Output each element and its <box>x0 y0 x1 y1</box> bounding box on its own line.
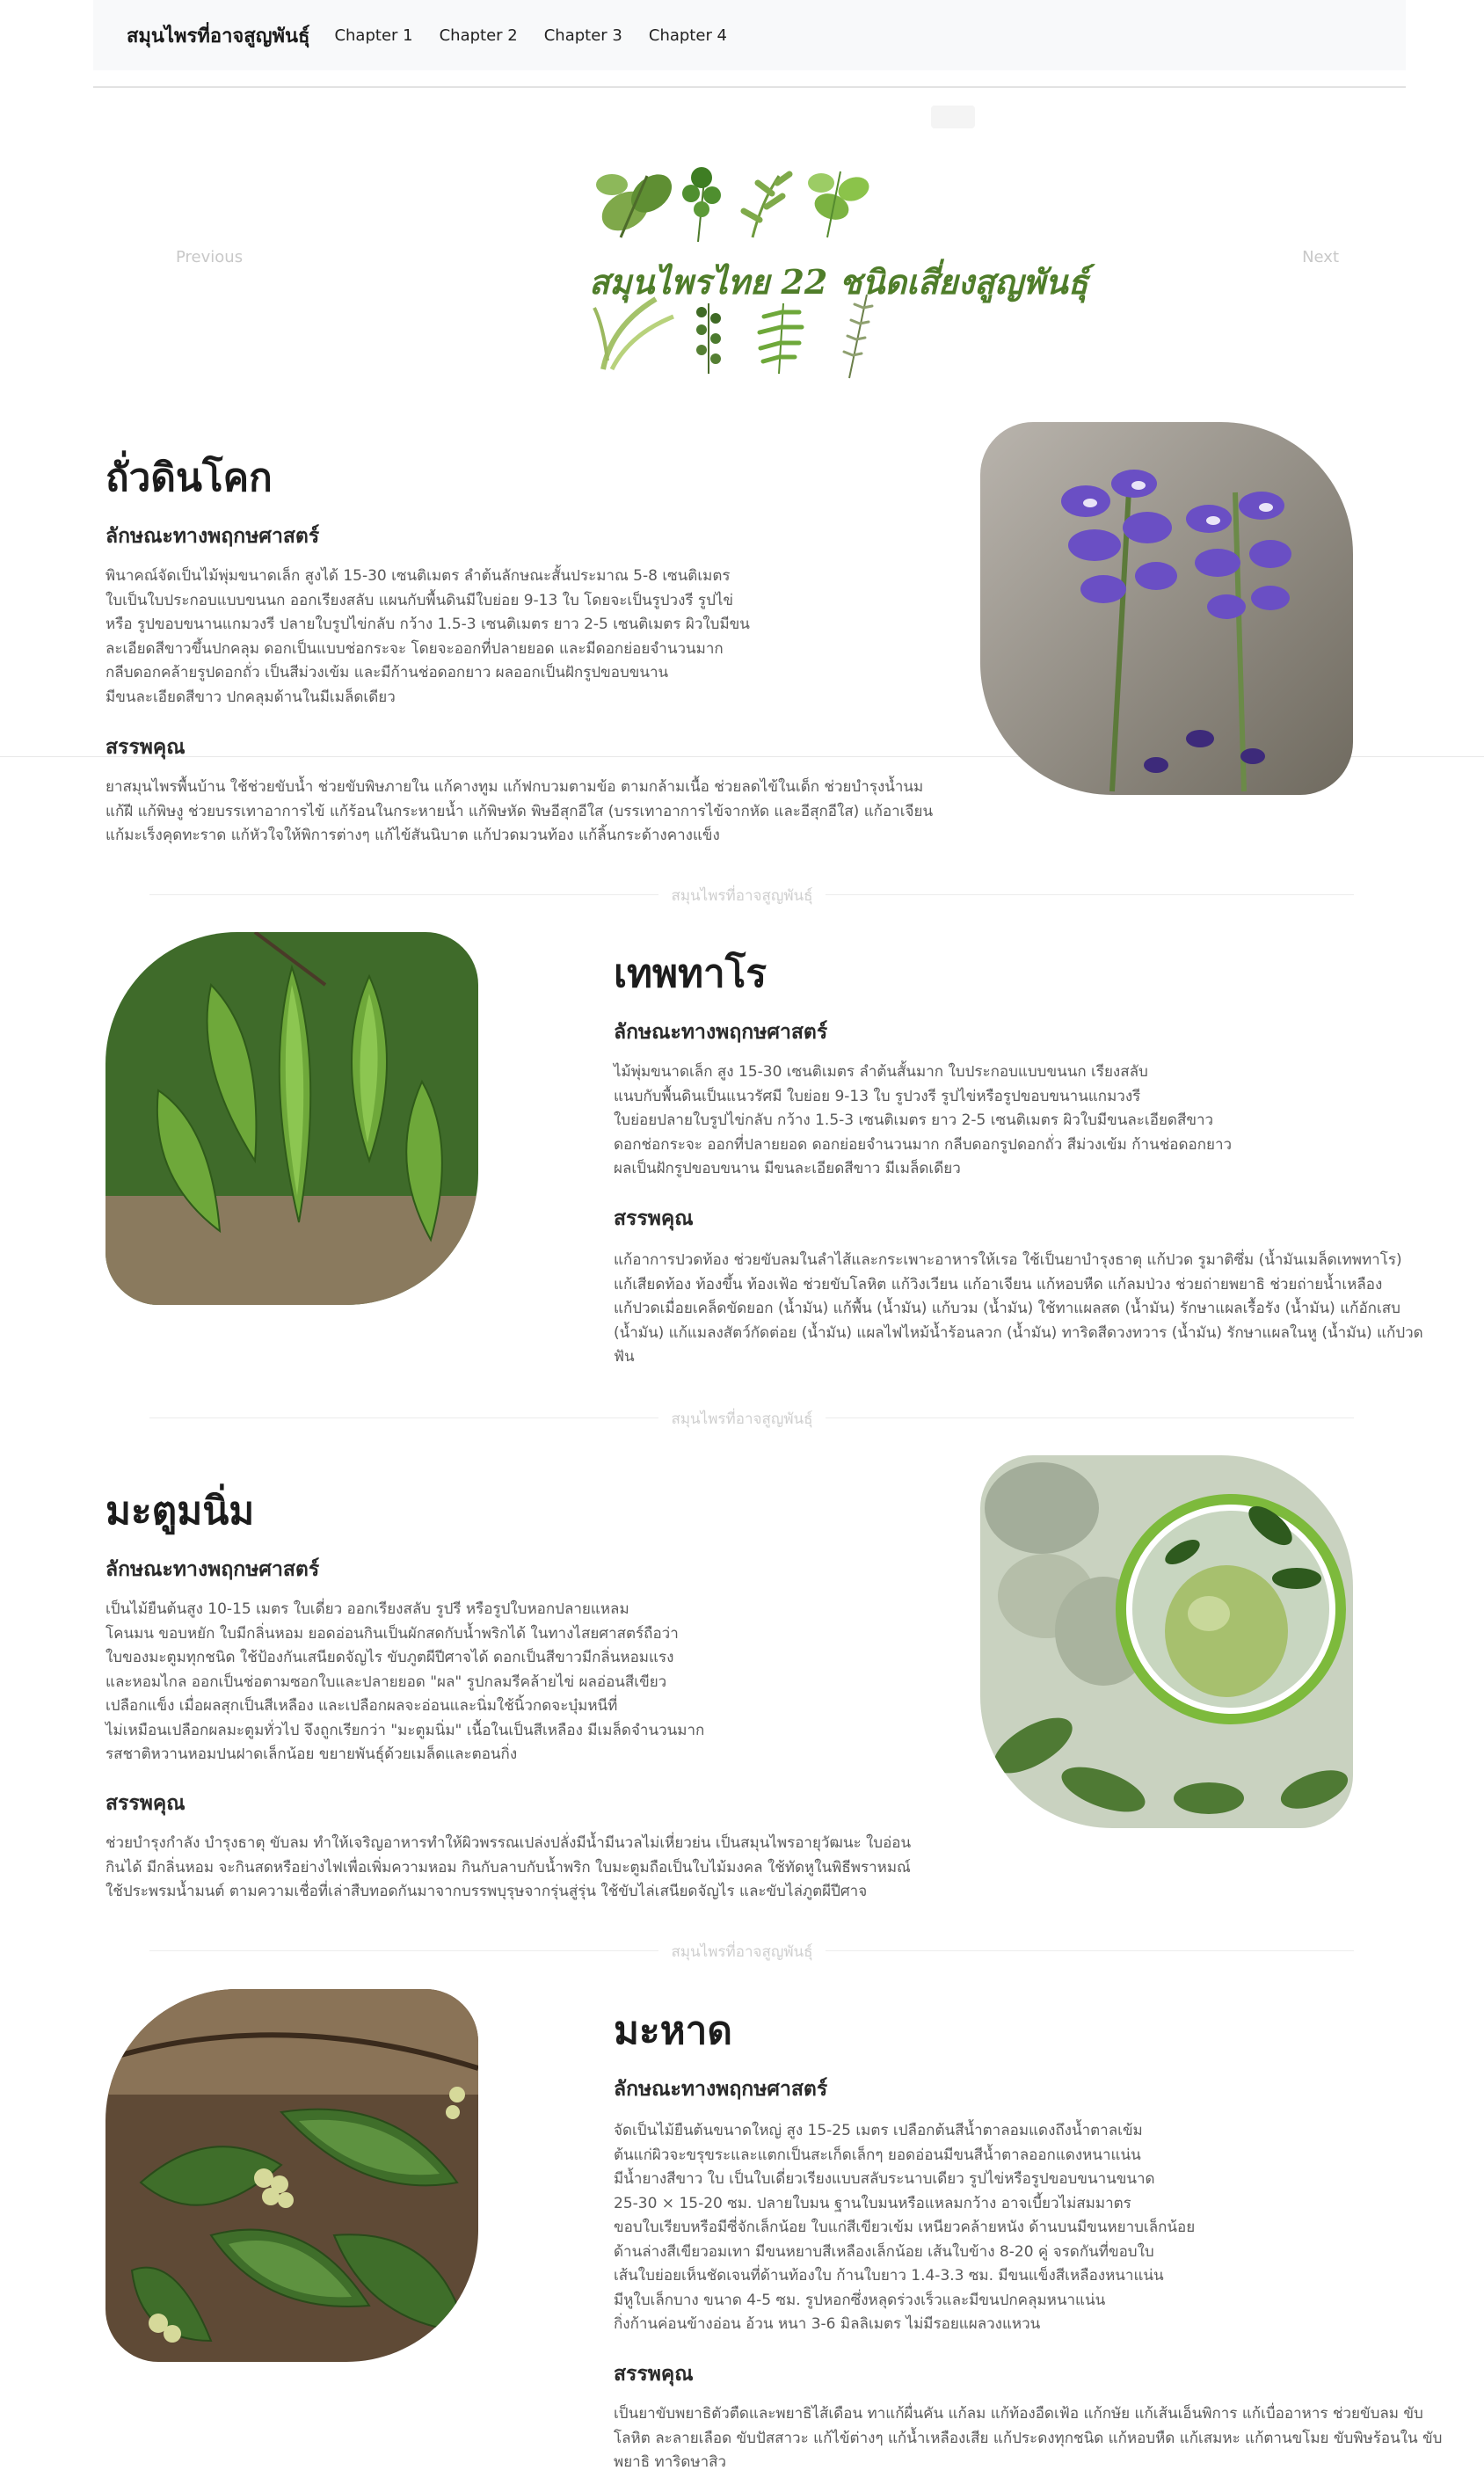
properties-heading: สรรพคุณ <box>105 736 186 759</box>
arugula-illustration-icon <box>744 174 789 237</box>
text-line: ดอกช่อกระจะ ออกที่ปลายยอด ดอกย่อยจำนวนมาก กลีบดอกรูปดอกถั่ว สีม่วงเข้ม ก้านช่อดอกยาว <box>614 1135 1233 1154</box>
herb-section-4 <box>0 1989 1484 2481</box>
divider-text: สมุนไพรที่อาจสูญพันธุ์ <box>658 887 825 905</box>
fern-illustration-icon <box>760 303 802 374</box>
text-line: ช่วยบำรุงกำลัง บำรุงธาตุ ขับลม ทำให้เจริญอาหารทำให้ผิวพรรณเปล่งปลั่งมีน้ำมีนวลไม่เหี่ยวย่น เป็นสมุนไพรอายุวัฒนะ ใบอ่อน <box>105 1834 912 1852</box>
text-line: โคนมน ขอบหยัก ใบมีกลิ่นหอม ยอดอ่อนกินเป็นผักสดกับน้ำพริกได้ ในทางไสยศาสตร์ถือว่า <box>105 1624 679 1643</box>
nav-link-chapter-2[interactable]: Chapter 2 <box>439 26 518 45</box>
carousel-prev-button[interactable]: Previous <box>176 248 244 266</box>
divider-text: สมุนไพรที่อาจสูญพันธุ์ <box>658 1943 825 1961</box>
botany-heading: ลักษณะทางพฤกษศาสตร์ <box>614 1021 828 1044</box>
text-line: ใบย่อยปลายใบรูปไข่กลับ กว้าง 1.5-3 เซนติเมตร ยาว 2-5 เซนติเมตร ผิวใบมีขนละเอียดสีขาว <box>614 1111 1214 1129</box>
herb-section-1 <box>0 422 1484 897</box>
text-line: โลหิต ละลายเลือด ขับปัสสาวะ แก้ไข้ต่างๆ แก้น้ำเหลืองเสีย แก้ประดงทุกชนิด แก้หอบหืด แก้เสมหะ แก้ตานขโมย ขับพิษร้อนใน ขับ <box>614 2429 1443 2447</box>
text-line: ใบเป็นใบประกอบแบบขนนก ออกเรียงสลับ แผนกับพื้นดินมีใบย่อย 9-13 ใบ โดยจะเป็นรูปวงรี รูปไข่ <box>105 591 734 609</box>
navbar-divider <box>93 86 1406 88</box>
text-line: แก้ฝี แก้พิษงู ช่วยบรรเทาอาการไข้ แก้ร้อนในกระหายน้ำ แก้พิษหัด พิษอีสุกอีใส (บรรเทาอาการไข้จากหัด และอีสุกอีใส) แก้อาเจียน <box>105 802 934 820</box>
text-line: มีน้ำยางสีขาว ใบ เป็นใบเดี่ยวเรียงแบบสลับระนาบเดียว รูปไข่หรือรูปขอบขนานขนาด <box>614 2170 1155 2188</box>
herb-title: ถั่วดินโคก <box>105 455 273 500</box>
divider-label <box>0 1940 1484 1964</box>
text-line: แก้ปวดเมื่อยเคล็ดขัดยอก (น้ำมัน) แก้พื้น (น้ำมัน) แก้บวม (น้ำมัน) ใช้ทาแผลสด (น้ำมัน) รักษาแผลเรื้อรัง (น้ำมัน) แก้อักเสบ <box>614 1300 1400 1317</box>
properties-text <box>614 1249 1458 1370</box>
text-line: ยาสมุนไพรพื้นบ้าน ใช้ช่วยขับน้ำ ช่วยขับพิษภายใน แก้คางทูม แก้ฟกบวมตามข้อ ตามกล้ามเนื้อ ช่วยลดไข้ในเด็ก ช่วยบำรุงน้ำนม <box>105 778 924 796</box>
text-line: ใช้ประพรมน้ำมนต์ ตามความเชื่อที่เล่าสืบทอดกันมาจากบรรพบุรุษจากรุ่นสู่รุ่น ใช้ขับไล่เสนียดจัญไร และขับไล่ภูตผีปีศาจ <box>105 1883 868 1900</box>
divider-label <box>0 1407 1484 1431</box>
herb-title: มะหาด <box>614 2008 732 2053</box>
mint-illustration-icon <box>808 171 872 237</box>
text-line: หรือ รูปขอบขนานแกมวงรี ปลายใบรูปไข่กลับ กว้าง 1.5-3 เซนติเมตร ยาว 2-5 เซนติเมตร ผิวใบมีขน <box>105 616 750 633</box>
text-line: มีหูใบเล็กบาง ขนาด 4-5 ซม. รูปหอกซึ่งหลุดร่วงเร็วและมีขนปกคลุมหนาแน่น <box>614 2291 1106 2309</box>
text-line: ละเอียดสีขาวขึ้นปกคลุม ดอกเป็นแบบช่อกระจะ โดยจะออกที่ปลายยอด และมีดอกย่อยจำนวนมาก <box>105 639 724 658</box>
carousel-next-button[interactable]: Next <box>1302 248 1339 266</box>
text-line: (น้ำมัน) แก้แมลงสัตว์กัดต่อย (น้ำมัน) แผลไฟไหม้น้ำร้อนลวก (น้ำมัน) ทาริดสีดวงทวาร (น้ำมัน) รักษาแผลในหู (น้ำมัน) แก้ปวด <box>614 1323 1423 1342</box>
text-line: เปลือกแข็ง เมื่อผลสุกเป็นสีเหลือง และเปลือกผลจะอ่อนและนิ่มใช้นิ้วกดจะบุ๋มหนีที่ <box>105 1697 618 1715</box>
text-line: ไม่เหมือนเปลือกผลมะตูมทั่วไป จึงถูกเรียกว่า "มะตูมนิ่ม" เนื้อในเป็นสีเหลือง มีเมล็ดจำนวนมาก <box>105 1721 705 1739</box>
text-line: แนบกับพื้นดินเป็นแนวรัศมี ใบย่อย 9-13 ใบ รูปวงรี รูปไข่หรือรูปขอบขนานแกมวงรี <box>614 1087 1141 1105</box>
navbar-brand[interactable]: สมุนไพรที่อาจสูญพันธุ์ <box>127 25 310 47</box>
botany-text <box>614 1060 1370 1182</box>
text-line: เส้นใบย่อยเห็นชัดเจนที่ด้านท้องใบ ก้านใบยาว 1.4-3.3 ซม. มีขนแข็งสีเหลืองหนาแน่น <box>614 2267 1164 2285</box>
herb-photo-leaves <box>105 932 478 1305</box>
properties-text <box>614 2402 1458 2475</box>
divider-text: สมุนไพรที่อาจสูญพันธุ์ <box>658 1410 825 1428</box>
text-line: และหอมไกล ออกเป็นช่อตามซอกใบและปลายยอด "ผล" รูปกลมรีคล้ายไข่ ผลอ่อนสีเขียว <box>105 1672 667 1691</box>
thyme-illustration-icon <box>696 303 721 374</box>
properties-heading: สรรพคุณ <box>614 2363 694 2386</box>
nav-link-chapter-1[interactable]: Chapter 1 <box>334 26 413 45</box>
text-line: รสชาติหวานหอมปนฝาดเล็กน้อย ขยายพันธุ์ด้วยเมล็ดและตอนกิ่ง <box>105 1745 518 1763</box>
properties-text <box>105 1832 1073 1905</box>
text-line: ผลเป็นฝักรูปขอบขนาน มีขนละเอียดสีขาว มีเมล็ดเดียว <box>614 1160 961 1177</box>
carousel-indicator[interactable] <box>931 106 975 128</box>
text-line: แก้อาการปวดท้อง ช่วยขับลมในลำไส้และกระเพาะอาหารให้เรอ ใช้เป็นยาบำรุงธาตุ แก้ปวด รูมาติซึ่ม (น้ำมันเมล็ดเทพทาโร) <box>614 1251 1402 1269</box>
herb-title: มะตูมนิ่ม <box>105 1489 255 1534</box>
text-line: เป็นยาขับพยาธิตัวตืดและพยาธิไส้เดือน ทาแก้ผื่นคัน แก้ลม แก้ท้องอืดเฟ้อ แก้กษัย แก้เส้นเอ็นพิการ แก้เบื่ออาหาร ช่วยขับลม ขับ <box>614 2405 1423 2423</box>
herb-photo-branch <box>105 1989 478 2362</box>
botany-heading: ลักษณะทางพฤกษศาสตร์ <box>105 525 320 548</box>
text-line: มีขนละเอียดสีขาว ปกคลุมด้านในมีเมล็ดเดียว <box>105 688 396 706</box>
herb-photo-fruit <box>980 1455 1353 1828</box>
botany-heading: ลักษณะทางพฤกษศาสตร์ <box>614 2078 828 2101</box>
botany-text <box>105 1598 791 1767</box>
properties-text <box>105 776 1055 849</box>
text-line: เป็นไม้ยืนต้นสูง 10-15 เมตร ใบเดี่ยว ออกเรียงสลับ รูปรี หรือรูปใบหอกปลายแหลม <box>105 1600 629 1618</box>
text-line: ขอบใบเรียบหรือมีซี่จักเล็กน้อย ใบแก่สีเขียวเข้ม เหนียวคล้ายหนัง ด้านบนมีขนหยาบเล็กน้อย <box>614 2219 1196 2236</box>
text-line: พยาธิ ทาริดษาสิว <box>614 2453 727 2471</box>
text-line: กินได้ มีกลิ่นหอม จะกินสดหรือย่างไฟเพื่อเพิ่มความหอม กินกับลาบกับน้ำพริก ใบมะตูมถือเป็นใบไม้มงคล ใช้ทัดหูในพิธีพราหมณ์ <box>105 1858 911 1877</box>
herb-section-2 <box>0 932 1484 1389</box>
nav-link-chapter-4[interactable]: Chapter 4 <box>648 26 728 45</box>
text-line: ต้นแก่ผิวจะขรุขระและแตกเป็นสะเก็ดเล็กๆ ยอดอ่อนมีขนสีน้ำตาลออกแดงหนาแน่น <box>614 2146 1141 2164</box>
text-line: แก้มะเร็งคุดทะราด แก้หัวใจให้พิการต่างๆ แก้ไข้สันนิบาต แก้ปวดมวนท้อง แก้ลิ้นกระด้างคางแข็ง <box>105 827 720 844</box>
banner-title: สมุนไพรไทย 22 ชนิดเสี่ยงสูญพันธุ์ <box>589 262 1088 302</box>
text-line: ฟัน <box>614 1348 635 1366</box>
herb-photo-flowers <box>980 422 1353 795</box>
nav-link-chapter-3[interactable]: Chapter 3 <box>543 26 622 45</box>
botany-text <box>614 2119 1370 2337</box>
banner-image <box>480 132 1095 387</box>
herb-title: เทพทาโร <box>614 951 767 996</box>
herb-section-3 <box>0 1455 1484 1930</box>
divider-label <box>0 884 1484 907</box>
text-line: 25-30 × 15-20 ซม. ปลายใบมน ฐานใบมนหรือแหลมกว้าง อาจเบี้ยวไม่สมมาตร <box>614 2194 1131 2212</box>
text-line: กิ่งก้านค่อนข้างอ่อน อ้วน หนา 3-6 มิลลิเมตร ไม่มีรอยแผลวงแหวน <box>614 2315 1041 2333</box>
text-line: พินาคณ์จัดเป็นไม้พุ่มขนาดเล็ก สูงได้ 15-30 เซนติเมตร ลำต้นลักษณะสั้นประมาณ 5-8 เซนติเมตร <box>105 567 731 585</box>
basil-illustration-icon <box>595 166 680 238</box>
text-line: จัดเป็นไม้ยืนต้นขนาดใหญ่ สูง 15-25 เมตร เปลือกต้นสีน้ำตาลอมแดงถึงน้ำตาลเข้ม <box>614 2122 1143 2139</box>
text-line: ไม้พุ่มขนาดเล็ก สูง 15-30 เซนติเมตร ลำต้นสั้นมาก ใบประกอบแบบขนนก เรียงสลับ <box>614 1063 1148 1081</box>
botany-heading: ลักษณะทางพฤกษศาสตร์ <box>105 1558 320 1581</box>
text-line: กลีบดอกคล้ายรูปดอกถั่ว เป็นสีม่วงเข้ม และมีก้านช่อดอกยาว ผลออกเป็นฝักรูปขอบขนาน <box>105 664 669 681</box>
properties-heading: สรรพคุณ <box>614 1207 694 1230</box>
lemongrass-illustration-icon <box>594 299 673 369</box>
properties-heading: สรรพคุณ <box>105 1792 186 1815</box>
text-line: แก้เสียดท้อง ท้องขึ้น ท้องเฟ้อ ช่วยขับโลหิต แก้วิงเวียน แก้อาเจียน แก้หอบหืด แก้ลมป่วง ช่วยถ่ายพยาธิ ช่วยถ่ายน้ำเหลือง <box>614 1275 1383 1294</box>
banner-carousel <box>93 97 1406 387</box>
text-line: ด้านล่างสีเขียวอมเทา มีขนหยาบสีเหลืองเล็กน้อย เส้นใบข้าง 8-20 คู่ จรดกันที่ขอบใบ <box>614 2242 1154 2261</box>
cilantro-illustration-icon <box>682 167 721 242</box>
text-line: ใบของมะตูมทุกชนิด ใช้ป้องกันเสนียดจัญไร ขับภูตผีปีศาจได้ ดอกเป็นสีขาวมีกลิ่นหอมแรง <box>105 1649 674 1666</box>
top-navbar <box>93 0 1406 70</box>
botany-text <box>105 565 791 710</box>
